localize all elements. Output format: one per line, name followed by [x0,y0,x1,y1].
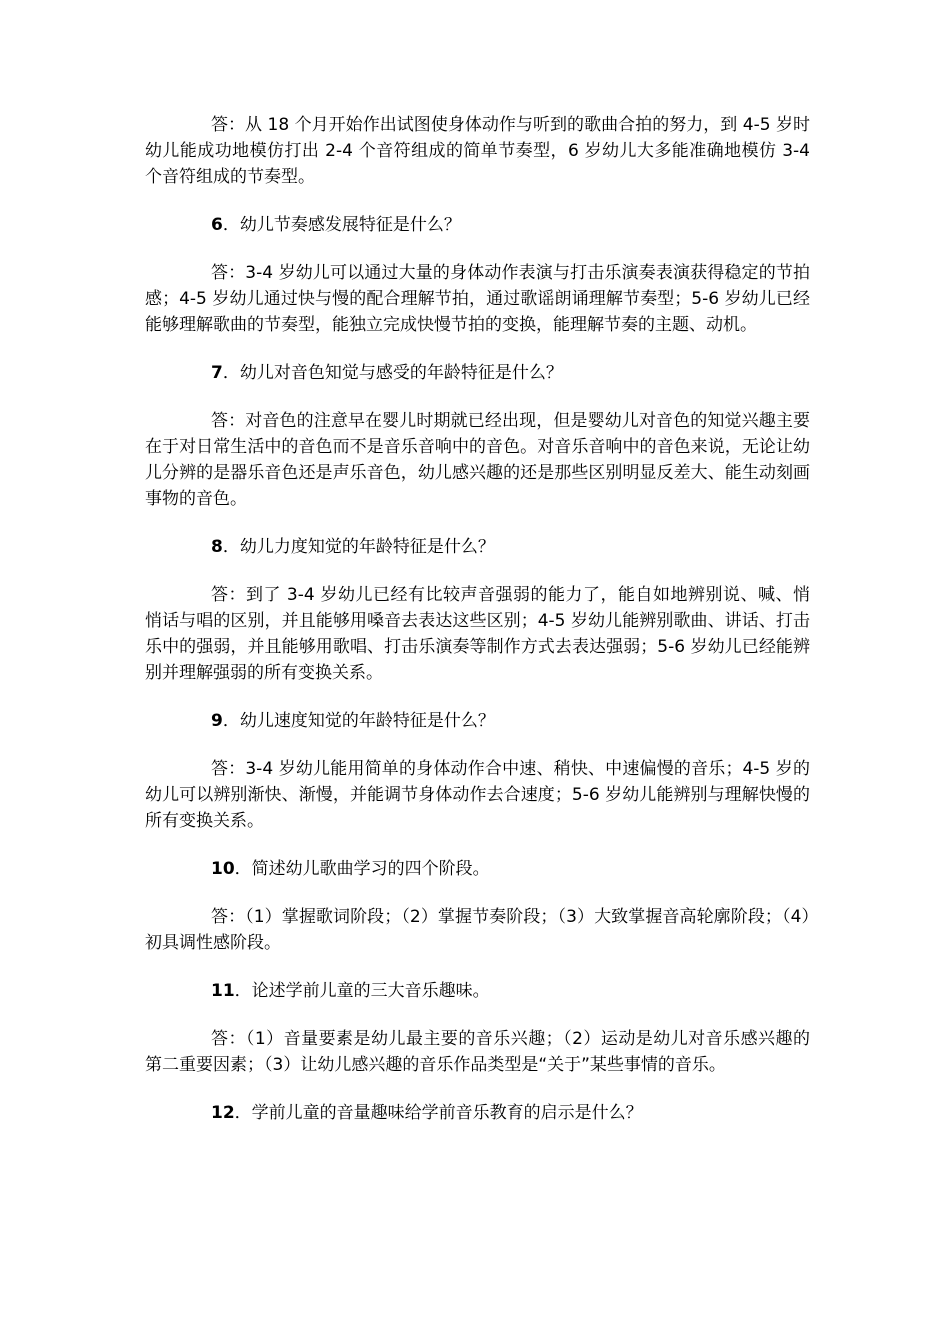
question-text: ．学前儿童的音量趣味给学前音乐教育的启示是什么？ [234,1103,643,1123]
answer-paragraph: 答：从 18 个月开始作出试图使身体动作与听到的歌曲合拍的努力，到 4-5 岁时幼儿能成功地模仿打出 2-4 个音符组成的简单节奏型，6 岁幼儿大多能准确地模仿 3-4 个音符组成的节奏型。 [145,115,810,187]
question-10 [145,856,810,882]
question-number: 12 [211,1103,235,1123]
answer-10: 答：（1）掌握歌词阶段；（2）掌握节奏阶段；（3）大致掌握音高轮廓阶段；（4）初具调性感阶段。 [145,907,810,953]
question-9 [145,708,810,734]
answer-7: 答：对音色的注意早在婴儿时期就已经出现，但是婴幼儿对音色的知觉兴趣主要在于对日常生活中的音色而不是音乐音响中的音色。对音乐音响中的音色来说，无论让幼儿分辨的是器乐音色还是声乐音色，幼儿感兴趣的还是那些区别明显反差大、能生动刻画事物的音色。 [145,411,810,509]
answer-9: 答：3-4 岁幼儿能用简单的身体动作合中速、稍快、中速偏慢的音乐；4-5 岁的幼儿可以辨别渐快、渐慢，并能调节身体动作去合速度；5-6 岁幼儿能辨别与理解快慢的所有变换关系。 [145,759,810,831]
question-text: ．幼儿速度知觉的年龄特征是什么？ [222,711,495,731]
question-number: 7 [211,363,223,383]
answer-8: 答：到了 3-4 岁幼儿已经有比较声音强弱的能力了，能自如地辨别说、喊、悄悄话与唱的区别，并且能够用嗓音去表达这些区别；4-5 岁幼儿能辨别歌曲、讲话、打击乐中的强弱，并且能够用歌唱、打击乐演奏等制作方式去表达强弱；5-6 岁幼儿已经能辨别并理解强弱的所有变换关系。 [145,585,810,683]
question-number: 11 [211,981,235,1001]
question-text: ．简述幼儿歌曲学习的四个阶段。 [234,859,490,879]
answer-6: 答：3-4 岁幼儿可以通过大量的身体动作表演与打击乐演奏表演获得稳定的节拍感；4-5 岁幼儿通过快与慢的配合理解节拍，通过歌谣朗诵理解节奏型；5-6 岁幼儿已经能够理解歌曲的节奏型，能独立完成快慢节拍的变换，能理解节奏的主题、动机。 [145,263,810,335]
question-number: 8 [211,537,223,557]
question-number: 6 [211,215,223,235]
question-text: ．幼儿对音色知觉与感受的年龄特征是什么？ [222,363,563,383]
question-number: 9 [211,711,223,731]
question-12 [145,1100,810,1126]
question-text: ．幼儿力度知觉的年龄特征是什么？ [222,537,495,557]
question-11 [145,978,810,1004]
question-number: 10 [211,859,235,879]
question-6 [145,212,810,238]
question-8 [145,534,810,560]
answer-11: 答：（1）音量要素是幼儿最主要的音乐兴趣；（2）运动是幼儿对音乐感兴趣的第二重要因素；（3）让幼儿感兴趣的音乐作品类型是“关于”某些事情的音乐。 [145,1029,810,1075]
question-7 [145,360,810,386]
question-text: ．论述学前儿童的三大音乐趣味。 [234,981,490,1001]
question-text: ．幼儿节奏感发展特征是什么？ [222,215,461,235]
document-page [145,112,810,1148]
